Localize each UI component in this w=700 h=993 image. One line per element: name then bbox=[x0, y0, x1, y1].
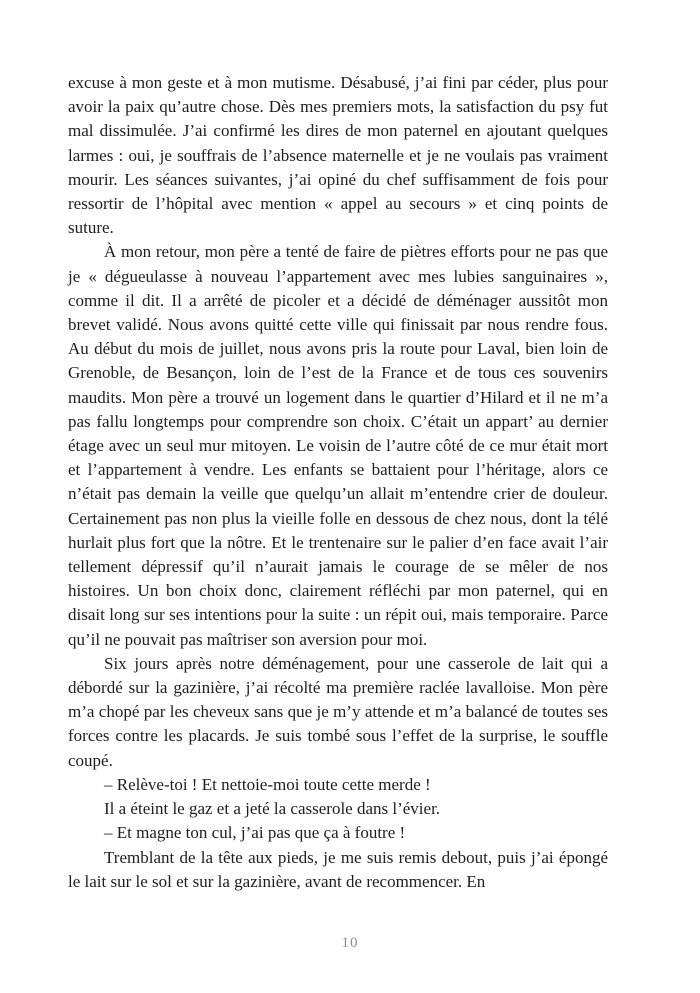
paragraph-continuation: excuse à mon geste et à mon mutisme. Désabusé, j’ai fini par céder, plus pour avoir la paix qu’autre chose. Dès mes premiers mots, la satisfaction du psy fut mal dissimulée. J’ai confirmé les dires de mon paternel en ajoutant quelques larmes : oui, je souffrais de l’absence maternelle et je ne voulais pas vraiment mourir. Les séances suivantes, j’ai opiné du chef suffisamment de fois pour ressortir de l’hôpital avec mention « appel au secours » et cinq points de suture. bbox=[68, 73, 608, 238]
dialogue-line: – Relève-toi ! Et nettoie-moi toute cette merde ! bbox=[104, 774, 431, 794]
text-block bbox=[68, 71, 608, 894]
paragraph: À mon retour, mon père a tenté de faire de piètres efforts pour ne pas que je « dégueulasse à nouveau l’appartement avec mes lubies sanguinaires », comme il dit. Il a arrêté de picoler et a décidé de déménager aussitôt mon brevet validé. Nous avons quitté cette ville qui finissait par nous rendre fous. Au début du mois de juillet, nous avons pris la route pour Laval, bien loin de Grenoble, de Besançon, loin de l’est de la France et de tous ces souvenirs maudits. Mon père a trouvé un logement dans le quartier d’Hilard et il ne m’a pas fallu longtemps pour comprendre son choix. C’était un appart’ au dernier étage avec un seul mur mitoyen. Le voisin de l’autre côté de ce mur était mort et l’appartement à vendre. Les enfants se battaient pour l’héritage, alors ce n’était pas demain la veille que quelqu’un allait m’entendre crier de douleur. Certainement pas non plus la vieille folle en dessous de chez nous, dont la télé hurlait plus fort que la nôtre. Et le trentenaire sur le palier d’en face avait l’air tellement dépressif qu’il n’aurait jamais le courage de se mêler de nos histoires. Un bon choix donc, clairement réfléchi par mon paternel, qui en disait long sur ses intentions pour la suite : un répit oui, mais temporaire. Parce qu’il ne pouvait pas maîtriser son aversion pour moi. bbox=[68, 242, 608, 649]
paragraph: Tremblant de la tête aux pieds, je me suis remis debout, puis j’ai épongé le lait sur le sol et sur la gazinière, avant de recommencer. En bbox=[68, 847, 608, 891]
paragraph: Il a éteint le gaz et a jeté la casserole dans l’évier. bbox=[104, 799, 441, 819]
page-number: 10 bbox=[341, 935, 359, 951]
dialogue-line: – Et magne ton cul, j’ai pas que ça à foutre ! bbox=[104, 823, 406, 843]
paragraph: Six jours après notre déménagement, pour une casserole de lait qui a débordé sur la gazinière, j’ai récolté ma première raclée lavalloise. Mon père m’a chopé par les cheveux sans que je m’y attende et m’a balancé de toutes ses forces contre les placards. Je suis tombé sous l’effet de la surprise, le souffle coupé. bbox=[68, 653, 608, 770]
